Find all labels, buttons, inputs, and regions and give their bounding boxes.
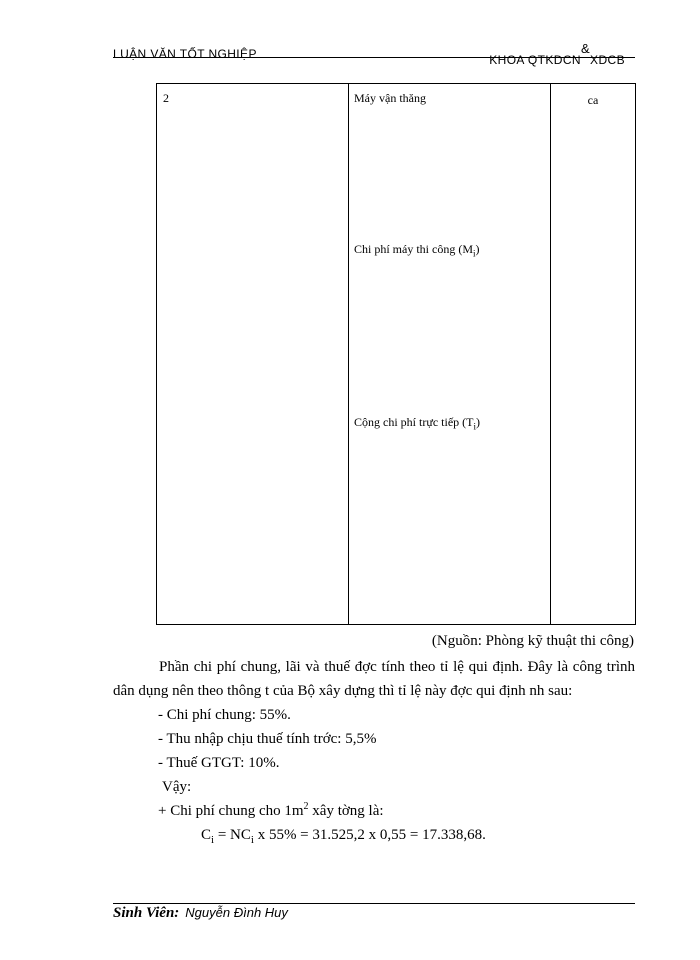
overhead-suffix: xây tờng là: bbox=[308, 803, 384, 819]
header-rule bbox=[113, 57, 635, 58]
overhead-text: + Chi phí chung cho 1m bbox=[158, 803, 304, 819]
list-item: - Thuế GTGT: 10%. bbox=[158, 755, 280, 771]
formula-nc-sub: i bbox=[250, 834, 254, 846]
overhead-sup: 2 bbox=[303, 801, 309, 812]
vay-label: Vậy: bbox=[162, 779, 192, 795]
footer-rule bbox=[113, 903, 635, 904]
table-row bbox=[157, 84, 636, 625]
header-faculty-a: KHOA QTKDCN bbox=[489, 53, 581, 67]
cell-unit bbox=[551, 84, 636, 625]
list-item: - Thu nhập chịu thuế tính trớc: 5,5% bbox=[158, 731, 377, 747]
cost-table bbox=[156, 83, 636, 625]
footer-student-name: Nguyễn Đình Huy bbox=[185, 905, 288, 920]
formula-line bbox=[113, 823, 635, 847]
header-thesis-title: LUẬN VĂN TỐT NGHIỆP bbox=[113, 47, 257, 61]
page-footer bbox=[113, 905, 288, 922]
item-direct-cost-paren: ) bbox=[476, 415, 480, 429]
item-direct-cost-sub: i bbox=[473, 421, 476, 432]
cell-item bbox=[349, 84, 551, 625]
item-machine-cost-paren: ) bbox=[475, 242, 480, 256]
header-faculty-b: XDCB bbox=[590, 53, 625, 67]
header-ampersand: & bbox=[580, 41, 591, 56]
formula-c: C bbox=[201, 827, 212, 843]
item-direct-cost-total bbox=[354, 415, 480, 431]
formula-c-sub: i bbox=[211, 834, 215, 846]
body-text bbox=[113, 655, 635, 847]
footer-label: Sinh Viên: bbox=[113, 905, 180, 921]
item-direct-cost-text: Cộng chi phí trực tiếp (T bbox=[354, 415, 474, 429]
item-machine-cost bbox=[354, 242, 480, 258]
unit-value: ca bbox=[587, 93, 599, 107]
formula-mid: = NC bbox=[214, 827, 251, 843]
item-may-van-thang: Máy vận thăng bbox=[354, 91, 426, 105]
cell-stt bbox=[157, 84, 349, 625]
item-machine-cost-text: Chi phí máy thi công (M bbox=[354, 242, 473, 256]
overhead-line bbox=[113, 799, 635, 823]
list-item: - Chi phí chung: 55%. bbox=[158, 707, 291, 723]
source-note: (Nguồn: Phòng kỹ thuật thi công) bbox=[431, 633, 634, 649]
stt-number: 2 bbox=[163, 91, 169, 105]
formula-rest: x 55% = 31.525,2 x 0,55 = 17.338,68. bbox=[253, 827, 486, 843]
page-header bbox=[113, 41, 635, 67]
intro-paragraph: Phần chi phí chung, lãi và thuế đợc tính theo tỉ lệ qui định. Đây là công trình dân dụng nên theo thông t của Bộ xây dựng thì tỉ lệ này đợc qui định nh sau: bbox=[113, 659, 635, 699]
item-machine-cost-sub: i bbox=[473, 248, 476, 259]
